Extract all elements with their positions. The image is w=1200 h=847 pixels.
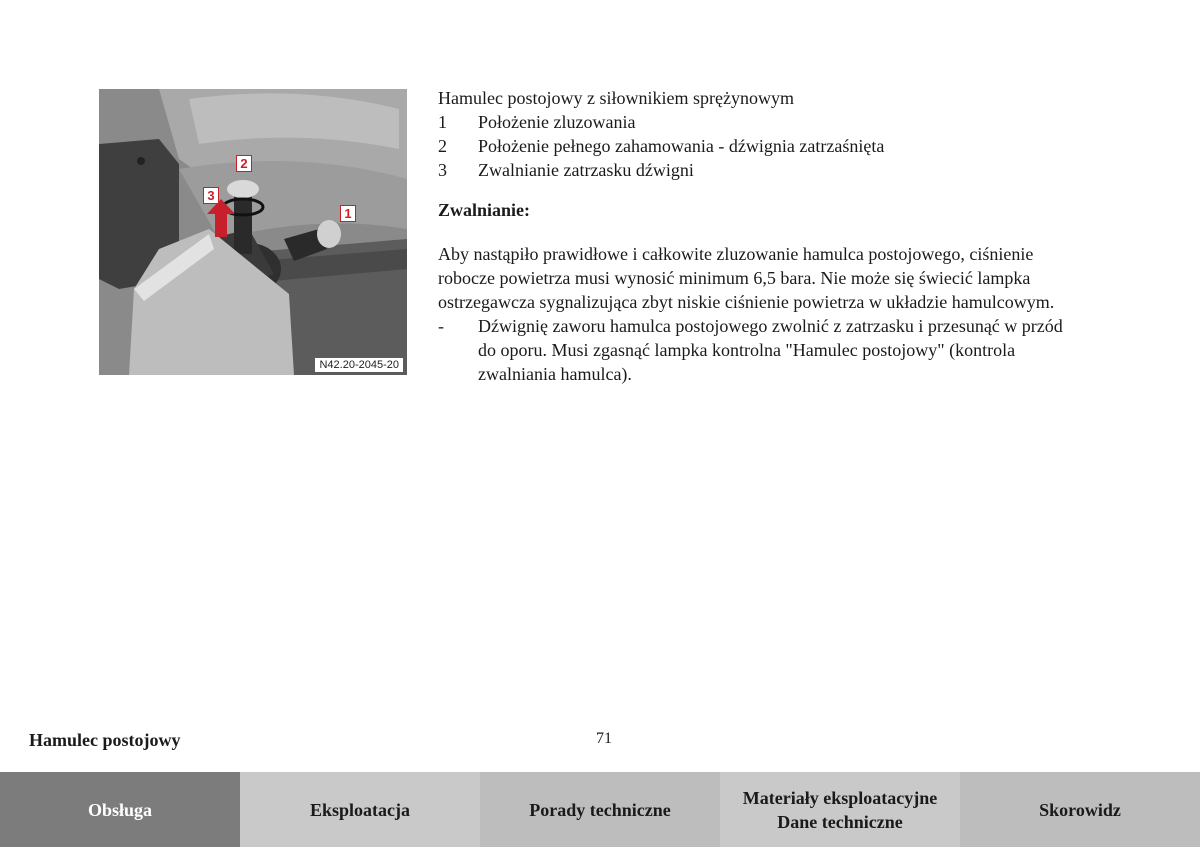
list-item — [438, 110, 1078, 134]
tab-materialy-dane[interactable] — [720, 772, 960, 847]
item-text: Położenie zluzowania — [478, 112, 636, 132]
tab-skorowidz[interactable] — [960, 772, 1200, 847]
step-item — [438, 314, 1078, 386]
tab-label: Materiały eksploatacyjne Dane techniczne — [742, 787, 938, 832]
tab-porady-techniczne[interactable] — [480, 772, 720, 847]
page-number: 71 — [596, 730, 612, 747]
tab-label: Porady techniczne — [529, 799, 671, 820]
parking-brake-illustration — [99, 89, 407, 375]
item-text: Zwalnianie zatrzasku dźwigni — [478, 160, 694, 180]
callout-2: 2 — [236, 155, 252, 172]
parking-brake-figure — [99, 89, 407, 375]
callout-1: 1 — [340, 205, 356, 222]
item-number: 3 — [438, 160, 447, 180]
tab-obsluga[interactable] — [0, 772, 240, 847]
bottom-navigation — [0, 772, 1200, 847]
tab-label: Eksploatacja — [309, 799, 410, 820]
section-heading: Zwalnianie: — [438, 200, 531, 220]
callout-3: 3 — [203, 187, 219, 204]
content-title: Hamulec postojowy z siłownikiem sprężynowym — [438, 88, 794, 108]
list-item — [438, 158, 1078, 182]
figure-code: N42.20-2045-20 — [315, 358, 403, 372]
tab-label: Obsługa — [87, 799, 153, 820]
content-block — [438, 86, 1078, 386]
item-text: Położenie pełnego zahamowania - dźwignia zatrzaśnięta — [478, 136, 885, 156]
item-number: 1 — [438, 112, 447, 132]
tab-label: Skorowidz — [1039, 799, 1121, 820]
body-paragraph: Aby nastąpiło prawidłowe i całkowite zluzowanie hamulca postojowego, ciśnienie robocze powietrza musi wynosić minimum 6,5 bara. Nie może się świecić lampka ostrzegawcza sygnalizująca zbyt niskie ciśnienie powietrza w układzie hamulcowym. — [438, 244, 1055, 312]
list-item — [438, 134, 1078, 158]
footer-section-title: Hamulec postojowy — [29, 730, 181, 750]
item-number: 2 — [438, 136, 447, 156]
step-dash: - — [438, 316, 444, 336]
step-text: Dźwignię zaworu hamulca postojowego zwolnić z zatrzasku i przesunąć w przód do oporu. Musi zgasnąć lampka kontrolna "Hamulec postojowy" (kontrola zwalniania hamulca). — [478, 316, 1063, 384]
tab-eksploatacja[interactable] — [240, 772, 480, 847]
